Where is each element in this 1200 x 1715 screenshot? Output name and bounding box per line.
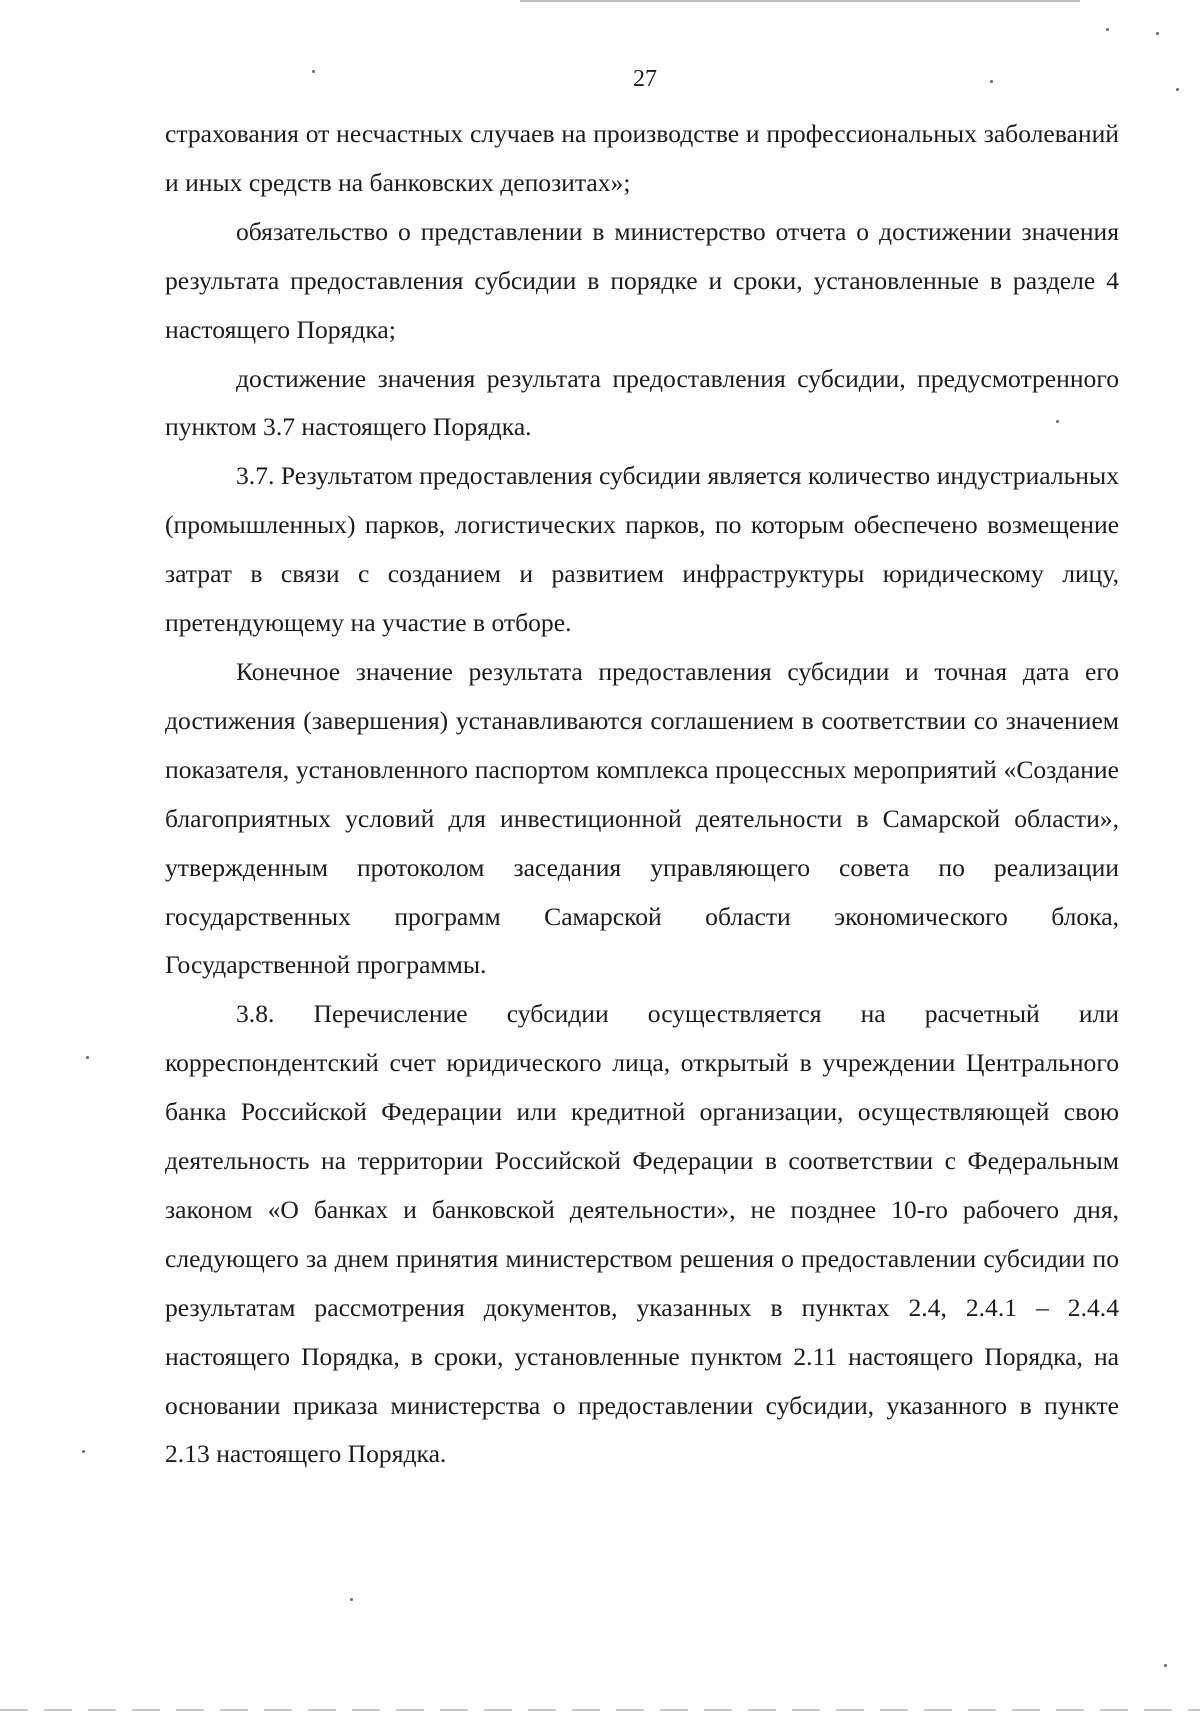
- paragraph-result-achievement: достижение значения результата предоставления субсидии, предусмотренного пунктом 3.7 настоящего Порядка.: [165, 363, 1119, 442]
- scan-speck: [312, 70, 315, 73]
- paragraph-clause-3-8: 3.8. Перечисление субсидии осуществляется на расчетный или корреспондентский счет юридического лица, открытый в учреждении Центрального банка Российской Федерации или кредитной организации, осуществляющей свою деятельность на территории Российской Федерации в соответствии с Федеральным законом «О банках и банковской деятельности», не позднее 10-го рабочего дня, следующего за днем принятия министерством решения о предоставлении субсидии по результатам рассмотрения документов, указанных в пунктах 2.4, 2.4.1 – 2.4.4 настоящего Порядка, в сроки, установленные пунктом 2.11 настоящего Порядка, на основании приказа министерства о предоставлении субсидии, указанного в пункте 2.13 настоящего Порядка.: [165, 999, 1119, 1469]
- scan-speck: [1164, 1664, 1167, 1667]
- paragraph-clause-3-7: 3.7. Результатом предоставления субсидии является количество индустриальных (промышленных) парков, логистических парков, по которым обеспечено возмещение затрат в связи с созданием и развитием инфраструктуры юридическому лицу, претендующему на участие в отборе.: [165, 461, 1119, 638]
- paragraph-continuation: страхования от несчастных случаев на производстве и профессиональных заболеваний и иных средств на банковских депозитах»;: [165, 119, 1119, 197]
- scan-speck: [1156, 32, 1159, 35]
- page-number: 27: [633, 66, 657, 92]
- paragraph-final-value: Конечное значение результата предоставления субсидии и точная дата его достижения (завершения) устанавливаются соглашением в соответствии со значением показателя, установленного паспортом комплекса процессных мероприятий «Создание благоприятных условий для инвестиционной деятельности в Самарской области», утвержденным протоколом заседания управляющего совета по реализации государственных программ Самарской области экономического блока, Государственной программы.: [165, 656, 1119, 980]
- scan-top-edge: [520, 0, 1080, 2]
- scan-bottom-edge: [0, 1709, 1200, 1711]
- document-body: [165, 110, 1119, 1479]
- scan-speck: [82, 1450, 85, 1453]
- scan-speck: [990, 80, 993, 83]
- scan-speck: [1106, 28, 1109, 31]
- scan-speck: [1056, 420, 1059, 423]
- paragraph-obligation-report: обязательство о представлении в министерство отчета о достижении значения результата предоставления субсидии в порядке и сроки, установленные в разделе 4 настоящего Порядка;: [165, 216, 1119, 344]
- scan-speck: [1176, 88, 1179, 91]
- scan-speck: [350, 1598, 353, 1601]
- scan-speck: [86, 1056, 89, 1059]
